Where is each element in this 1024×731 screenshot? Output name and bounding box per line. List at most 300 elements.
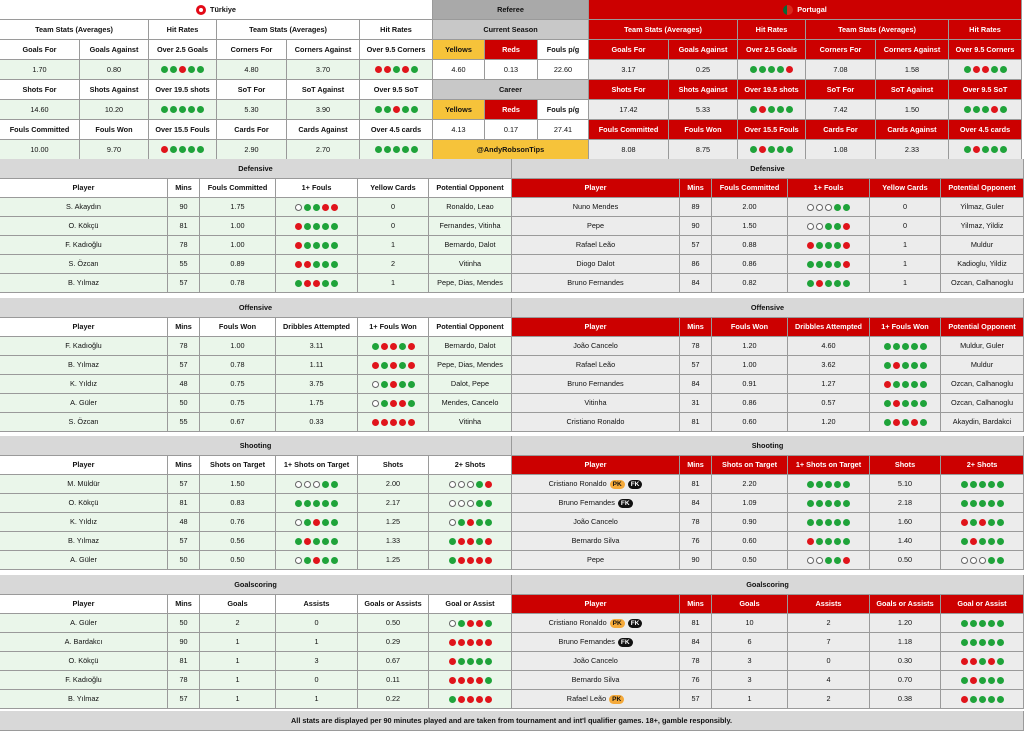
miss-dot — [179, 66, 186, 73]
player-stat: 1.75 — [276, 394, 358, 413]
stat-label: Over 19.5 shots — [149, 80, 217, 100]
hit-rate-dots — [372, 400, 415, 407]
miss-dot — [843, 223, 850, 230]
no-data-dot — [458, 481, 465, 488]
hit-rate-cell — [429, 532, 512, 551]
hit-rate-cell — [870, 394, 941, 413]
hit-dot — [884, 343, 891, 350]
hit-rate-dots — [375, 66, 418, 73]
hit-dot — [843, 500, 850, 507]
hit-rate-cell — [941, 551, 1024, 570]
no-data-dot — [449, 519, 456, 526]
player-stat: 1.60 — [870, 513, 941, 532]
section-title-goalscoring: Goalscoring — [512, 575, 1024, 595]
player-stat: 78 — [680, 513, 712, 532]
hit-dot — [997, 500, 1004, 507]
stat-value: 8.08 — [589, 140, 669, 160]
miss-dot — [381, 419, 388, 426]
hit-rate-dots — [807, 557, 850, 564]
hit-dot — [381, 400, 388, 407]
player-name-text: Vitinha — [584, 398, 607, 408]
hit-rate-cell — [941, 614, 1024, 633]
hit-dot — [843, 481, 850, 488]
stat-label: Shots For — [589, 80, 669, 100]
hit-rate-dots — [295, 223, 338, 230]
referee-title: Referee — [433, 0, 589, 20]
stat-value: 4.80 — [217, 60, 287, 80]
player-stat: 1 — [200, 690, 276, 709]
player-stat: 0.82 — [712, 274, 788, 293]
column-header: Goals — [712, 595, 788, 614]
player-stat: Vitinha — [429, 255, 512, 274]
stat-label: Fouls Won — [669, 120, 738, 140]
hit-rate-cell — [870, 375, 941, 394]
hit-dot — [1000, 146, 1007, 153]
column-header: Goals or Assists — [358, 595, 429, 614]
hit-dot — [970, 639, 977, 646]
hit-dot — [979, 481, 986, 488]
stat-label: Cards Against — [876, 120, 949, 140]
hit-dot — [816, 261, 823, 268]
column-header: Mins — [168, 456, 200, 475]
hit-dot — [322, 500, 329, 507]
hit-dot — [902, 400, 909, 407]
column-header: Fouls Committed — [200, 179, 276, 198]
hit-rate-dots — [375, 106, 418, 113]
player-stat: 0.88 — [712, 236, 788, 255]
miss-dot — [970, 538, 977, 545]
player-stat: 0.38 — [870, 690, 941, 709]
player-stat: 1 — [870, 274, 941, 293]
hit-rate-dots — [295, 261, 338, 268]
player-name — [0, 614, 168, 633]
hit-dot — [825, 557, 832, 564]
player-stat: 3 — [712, 652, 788, 671]
player-stat: 0.67 — [200, 413, 276, 432]
miss-dot — [476, 620, 483, 627]
hit-dot — [982, 106, 989, 113]
hit-rate-dots — [807, 223, 850, 230]
player-stat: 48 — [168, 375, 200, 394]
hit-rate-dots — [807, 519, 850, 526]
stat-value: 10.20 — [80, 100, 149, 120]
player-stat: 50 — [168, 614, 200, 633]
hit-dot — [331, 280, 338, 287]
player-stat: 1.50 — [200, 475, 276, 494]
column-header: Assists — [788, 595, 870, 614]
column-header: Fouls Committed — [712, 179, 788, 198]
player-name — [0, 633, 168, 652]
stat-label: Corners For — [217, 40, 287, 60]
free-kick-taker-badge: FK — [628, 480, 643, 489]
hit-dot — [750, 146, 757, 153]
miss-dot — [313, 280, 320, 287]
player-stat: 3.75 — [276, 375, 358, 394]
player-name-text: Bruno Fernandes — [558, 498, 615, 508]
penalty-taker-badge: PK — [610, 480, 625, 489]
miss-dot — [485, 696, 492, 703]
player-stat: Pepe, Dias, Mendes — [429, 356, 512, 375]
hit-rate-cell — [276, 255, 358, 274]
hit-dot — [322, 481, 329, 488]
hit-rate-cell — [941, 494, 1024, 513]
player-stat: 1 — [200, 671, 276, 690]
yellows-label: Yellows — [433, 40, 485, 60]
hit-dot — [393, 66, 400, 73]
hit-dot — [750, 66, 757, 73]
hit-dot — [179, 106, 186, 113]
stat-value: 0.25 — [669, 60, 738, 80]
hit-dot — [331, 223, 338, 230]
hit-dot — [408, 381, 415, 388]
player-name — [0, 690, 168, 709]
miss-dot — [961, 696, 968, 703]
hit-dot — [997, 639, 1004, 646]
hit-dot — [964, 66, 971, 73]
player-stat: 1 — [712, 690, 788, 709]
stat-value: 3.17 — [589, 60, 669, 80]
hit-dot — [920, 343, 927, 350]
stat-value: 3.90 — [287, 100, 360, 120]
hit-dot — [331, 557, 338, 564]
hit-rate-dots — [961, 519, 1004, 526]
player-stat: Muldur — [941, 236, 1024, 255]
hit-dot — [834, 223, 841, 230]
player-stat: 84 — [680, 633, 712, 652]
miss-dot — [449, 658, 456, 665]
hit-dot — [988, 481, 995, 488]
player-name — [512, 236, 680, 255]
section-title-shooting: Shooting — [0, 436, 512, 456]
fouls-label: Fouls p/g — [538, 100, 589, 120]
referee-career-value: 0.17 — [485, 120, 538, 140]
player-stat: 1.18 — [870, 633, 941, 652]
hit-rate-cell — [738, 60, 806, 80]
hit-dot — [768, 106, 775, 113]
player-name — [512, 614, 680, 633]
player-name — [512, 274, 680, 293]
player-name — [512, 513, 680, 532]
player-stat: 84 — [680, 494, 712, 513]
hit-dot — [485, 500, 492, 507]
hit-dot — [381, 381, 388, 388]
hit-dot — [777, 146, 784, 153]
stat-value: 7.08 — [806, 60, 876, 80]
miss-dot — [295, 242, 302, 249]
hit-rate-dots — [807, 280, 850, 287]
hit-dot — [825, 538, 832, 545]
player-name — [512, 337, 680, 356]
miss-dot — [988, 658, 995, 665]
hit-rate-dots — [295, 557, 338, 564]
player-stat: 7 — [788, 633, 870, 652]
stat-value: 1.58 — [876, 60, 949, 80]
hit-dot — [997, 658, 1004, 665]
player-name-text: Cristiano Ronaldo — [548, 618, 607, 628]
hit-dot — [411, 106, 418, 113]
player-name — [0, 274, 168, 293]
referee-career-value: 4.13 — [433, 120, 485, 140]
hit-dot — [884, 419, 891, 426]
hit-rate-cell — [429, 551, 512, 570]
player-name-text: O. Kökçü — [68, 498, 99, 508]
player-stat: 5.10 — [870, 475, 941, 494]
player-stat: Bernardo, Dalot — [429, 236, 512, 255]
team-title-away — [589, 0, 1022, 20]
hit-dot — [884, 362, 891, 369]
hit-dot — [485, 658, 492, 665]
no-data-dot — [467, 481, 474, 488]
stat-label: Over 2.5 Goals — [149, 40, 217, 60]
hit-rate-cell — [429, 652, 512, 671]
hit-rate-dots — [961, 620, 1004, 627]
hit-rate-cell — [788, 198, 870, 217]
miss-dot — [449, 677, 456, 684]
player-stat: 0.22 — [358, 690, 429, 709]
stat-label: Fouls Committed — [0, 120, 80, 140]
hit-rate-dots — [372, 362, 415, 369]
stat-label: Over 4.5 cards — [360, 120, 433, 140]
team-stats-header: Team Stats (Averages) — [806, 20, 949, 40]
hit-dot — [1000, 66, 1007, 73]
stat-label: Over 9.5 SoT — [949, 80, 1022, 100]
hit-rate-cell — [358, 356, 429, 375]
player-stat: 0.50 — [712, 551, 788, 570]
stat-value: 1.50 — [876, 100, 949, 120]
player-name-text: F. Kadıoğlu — [65, 675, 102, 685]
stat-label: Goals For — [0, 40, 80, 60]
hit-dot — [384, 106, 391, 113]
stat-label: Corners For — [806, 40, 876, 60]
player-stat: 57 — [680, 690, 712, 709]
hit-dot — [825, 519, 832, 526]
hit-rate-dots — [449, 658, 492, 665]
hit-rate-cell — [276, 236, 358, 255]
hit-rate-dots — [295, 204, 338, 211]
no-data-dot — [295, 519, 302, 526]
hit-dot — [988, 557, 995, 564]
miss-dot — [467, 696, 474, 703]
hit-dot — [979, 500, 986, 507]
hit-rate-dots — [295, 538, 338, 545]
player-stat: 0.75 — [200, 375, 276, 394]
hit-dot — [161, 66, 168, 73]
hit-dot — [997, 677, 1004, 684]
hit-rate-dots — [295, 280, 338, 287]
player-name-text: A. Güler — [70, 555, 97, 565]
miss-dot — [313, 519, 320, 526]
player-stat: 0.91 — [712, 375, 788, 394]
stat-value: 10.00 — [0, 140, 80, 160]
yellows-label: Yellows — [433, 100, 485, 120]
hit-dot — [304, 500, 311, 507]
hit-dot — [170, 106, 177, 113]
player-name-text: Pepe — [586, 555, 605, 565]
hit-dot — [834, 557, 841, 564]
stat-label: Over 9.5 Corners — [949, 40, 1022, 60]
hit-dot — [458, 519, 465, 526]
hit-rate-dots — [961, 481, 1004, 488]
hit-dot — [825, 280, 832, 287]
player-stat: 81 — [168, 494, 200, 513]
stat-value: 2.33 — [876, 140, 949, 160]
player-stat: 84 — [680, 274, 712, 293]
column-header: Mins — [680, 318, 712, 337]
hit-dot — [997, 481, 1004, 488]
player-name — [512, 494, 680, 513]
hit-dot — [902, 343, 909, 350]
hit-rate-cell — [276, 274, 358, 293]
player-stat: 55 — [168, 255, 200, 274]
player-name — [0, 652, 168, 671]
team-stats-header: Team Stats (Averages) — [217, 20, 360, 40]
miss-dot — [476, 696, 483, 703]
hit-rate-cell — [788, 217, 870, 236]
hit-dot — [313, 500, 320, 507]
player-name-text: K. Yıldız — [69, 379, 98, 389]
hit-dot — [375, 146, 382, 153]
hit-dot — [331, 481, 338, 488]
player-name-text: S. Özcan — [68, 417, 99, 427]
player-name — [512, 198, 680, 217]
player-name — [512, 551, 680, 570]
no-data-dot — [816, 557, 823, 564]
hit-dot — [750, 106, 757, 113]
hit-dot — [777, 106, 784, 113]
hit-rate-dots — [884, 419, 927, 426]
column-header: 1+ Shots on Target — [788, 456, 870, 475]
player-name — [512, 652, 680, 671]
hit-rate-dots — [964, 146, 1007, 153]
miss-dot — [390, 419, 397, 426]
stat-value: 3.70 — [287, 60, 360, 80]
hit-dot — [991, 66, 998, 73]
player-stat: 57 — [168, 690, 200, 709]
column-header: 1+ Fouls — [788, 179, 870, 198]
miss-dot — [458, 677, 465, 684]
player-name — [0, 413, 168, 432]
footer-disclaimer: All stats are displayed per 90 minutes played and are taken from tournament and int'l qualifier games. 18+, gamble responsibly. — [0, 711, 1024, 731]
player-stat: 1.25 — [358, 513, 429, 532]
player-name-text: K. Yıldız — [69, 517, 98, 527]
column-header: Goals — [200, 595, 276, 614]
hit-rate-cell — [788, 236, 870, 255]
no-data-dot — [372, 381, 379, 388]
player-stat: 1.00 — [200, 217, 276, 236]
hit-rate-cell — [429, 671, 512, 690]
hit-dot — [816, 481, 823, 488]
hit-rate-dots — [807, 538, 850, 545]
player-stat: 81 — [680, 475, 712, 494]
hit-dot — [759, 66, 766, 73]
no-data-dot — [467, 500, 474, 507]
hit-dot — [834, 481, 841, 488]
hit-dot — [997, 696, 1004, 703]
player-stat: 1 — [276, 690, 358, 709]
hit-rate-cell — [276, 198, 358, 217]
hit-dot — [961, 500, 968, 507]
hit-dot — [988, 620, 995, 627]
hit-dot — [467, 658, 474, 665]
hit-dot — [807, 261, 814, 268]
player-stat: 1.00 — [200, 337, 276, 356]
hit-rate-cell — [149, 60, 217, 80]
player-name-text: F. Kadıoğlu — [65, 240, 102, 250]
hit-rate-cell — [941, 671, 1024, 690]
stat-value: 2.90 — [217, 140, 287, 160]
column-header: Shots on Target — [712, 456, 788, 475]
hit-rate-dots — [372, 419, 415, 426]
player-stat: 1 — [200, 652, 276, 671]
hit-dot — [768, 66, 775, 73]
column-header: Player — [0, 595, 168, 614]
player-stat: 1 — [358, 274, 429, 293]
hit-dot — [188, 66, 195, 73]
hit-rate-dots — [807, 242, 850, 249]
stat-label: Corners Against — [876, 40, 949, 60]
hit-dot — [979, 677, 986, 684]
miss-dot — [843, 261, 850, 268]
no-data-dot — [807, 204, 814, 211]
reds-label: Reds — [485, 40, 538, 60]
hit-dot — [843, 519, 850, 526]
no-data-dot — [295, 481, 302, 488]
no-data-dot — [449, 481, 456, 488]
miss-dot — [161, 146, 168, 153]
player-name-text: B. Yılmaz — [67, 694, 100, 704]
player-stat: 1.09 — [712, 494, 788, 513]
hit-rate-dots — [449, 639, 492, 646]
hit-rate-cell — [149, 140, 217, 160]
player-stat: 1.00 — [712, 356, 788, 375]
column-header: Player — [512, 595, 680, 614]
hit-dot — [834, 280, 841, 287]
column-header: Mins — [168, 318, 200, 337]
stat-value: 1.70 — [0, 60, 80, 80]
hit-dot — [997, 557, 1004, 564]
column-header: Potential Opponent — [429, 318, 512, 337]
player-name-text: Cristiano Ronaldo — [548, 479, 607, 489]
player-stat: 81 — [680, 413, 712, 432]
hit-dot — [170, 66, 177, 73]
miss-dot — [458, 696, 465, 703]
miss-dot — [467, 519, 474, 526]
hit-dot — [402, 146, 409, 153]
miss-dot — [390, 343, 397, 350]
miss-dot — [973, 146, 980, 153]
hit-rate-cell — [276, 551, 358, 570]
no-data-dot — [295, 204, 302, 211]
hit-dot — [884, 400, 891, 407]
miss-dot — [485, 538, 492, 545]
player-name — [512, 633, 680, 652]
miss-dot — [759, 106, 766, 113]
player-name-text: B. Yılmaz — [67, 360, 100, 370]
no-data-dot — [970, 557, 977, 564]
miss-dot — [399, 400, 406, 407]
team-stats-header: Hit Rates — [738, 20, 806, 40]
column-header: Mins — [168, 595, 200, 614]
player-name-text: João Cancelo — [573, 517, 618, 527]
player-stat: 2.17 — [358, 494, 429, 513]
miss-dot — [807, 242, 814, 249]
hit-dot — [304, 204, 311, 211]
player-name — [0, 217, 168, 236]
hit-rate-dots — [961, 696, 1004, 703]
miss-dot — [384, 66, 391, 73]
hit-rate-cell — [870, 413, 941, 432]
player-stat: 0.11 — [358, 671, 429, 690]
